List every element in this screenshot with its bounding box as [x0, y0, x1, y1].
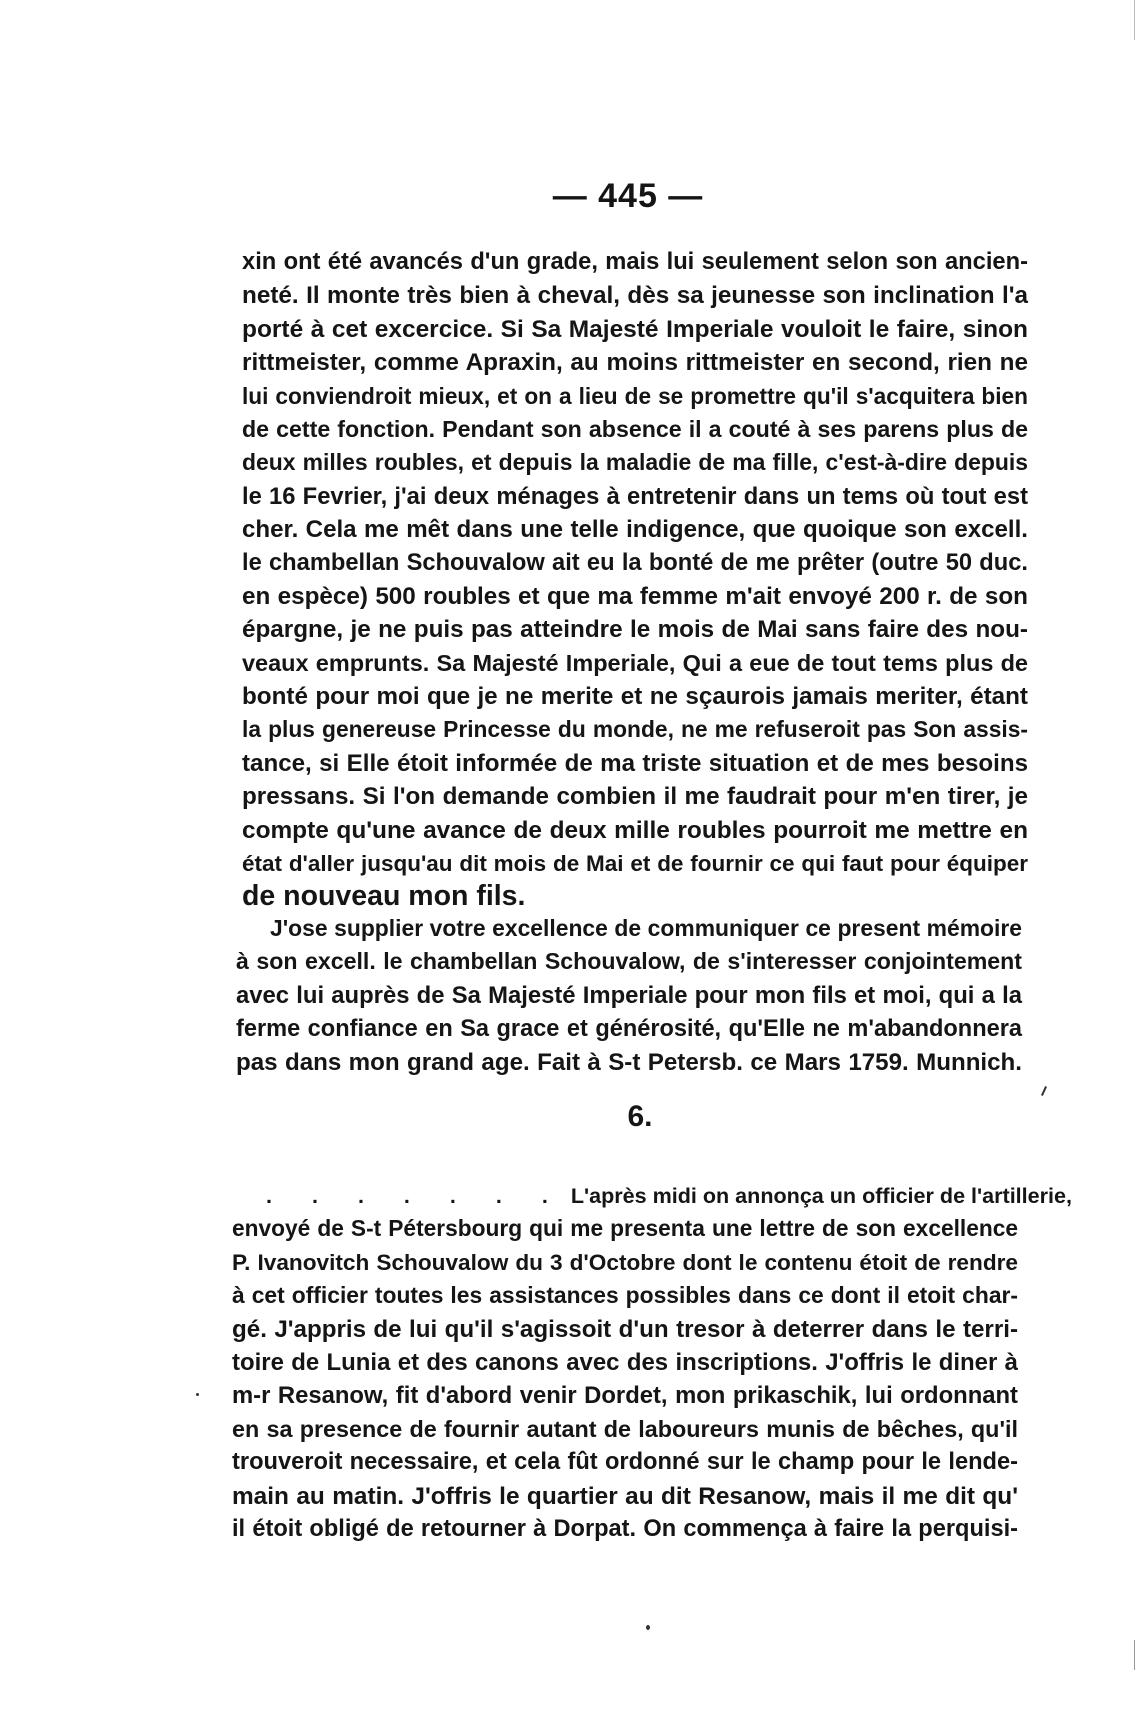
text-line: P. Ivanovitch Schouvalow du 3 d'Octobre dont le contenu étoit de rendre — [232, 1249, 1018, 1275]
text-line: tance, si Elle étoit informée de ma triste situation et de mes besoins — [242, 749, 1028, 777]
paragraph-supplication — [236, 912, 1022, 1079]
text-line: veaux emprunts. Sa Majesté Imperiale, Qui a eue de tout tems plus de — [242, 649, 1028, 676]
text-line: en espèce) 500 roubles et que ma femme m'ait envoyé 200 r. de son — [242, 582, 1028, 610]
text-line: J'ose supplier votre excellence de communiquer ce present mémoire — [270, 915, 1022, 941]
text-line: envoyé de S-t Pétersbourg qui me presenta une lettre de son excellence — [232, 1215, 1018, 1242]
text-line: épargne, je ne puis pas atteindre le mois de Mai sans faire des nou- — [242, 616, 1028, 644]
text-line: le 16 Fevrier, j'ai deux ménages à entretenir dans un tems où tout est — [242, 482, 1028, 510]
text-line: le chambellan Schouvalow ait eu la bonté de me prêter (outre 50 duc. — [242, 549, 1028, 576]
text-line: bonté pour moi que je ne merite et ne sçaurois jamais meriter, étant — [242, 683, 1028, 711]
text-line: deux milles roubles, et depuis la maladie de ma fille, c'est-à-dire depuis — [242, 449, 1028, 476]
text-line: trouveroit necessaire, et cela fût ordonné sur le champ pour le lende- — [232, 1449, 1018, 1476]
text-line: en sa presence de fournir autant de laboureurs munis de bêches, qu'il — [232, 1415, 1018, 1442]
text-line: de cette fonction. Pendant son absence il a couté à ses parens plus de — [242, 415, 1028, 442]
text-line: gé. J'appris de lui qu'il s'agissoit d'un tresor à deterrer dans le terri- — [232, 1315, 1018, 1343]
text-line: avec lui auprès de Sa Majesté Imperiale pour mon fils et moi, qui a la — [236, 981, 1022, 1009]
text-line: compte qu'une avance de deux mille roubles pourroit me mettre en — [242, 816, 1028, 844]
ink-speck — [1041, 1086, 1047, 1096]
text-line: il étoit obligé de retourner à Dorpat. On commença à faire la perquisi- — [232, 1515, 1018, 1542]
ink-speck — [196, 1393, 199, 1396]
ellipsis-dots: . . . . . . . — [266, 1183, 565, 1208]
text-line: ferme confiance en Sa grace et générosité, qu'Elle ne m'abandonnera — [236, 1015, 1022, 1042]
text-line: cher. Cela me mêt dans une telle indigence, que quoique son excell. — [242, 516, 1028, 544]
section-number: 6. — [627, 1100, 653, 1133]
text-line: de nouveau mon fils. — [242, 880, 526, 913]
scan-edge — [1134, 0, 1135, 40]
paragraph-section-6 — [232, 1179, 1072, 1546]
text-line: rittmeister, comme Apraxin, au moins rittmeister en second, rien ne — [242, 349, 1028, 377]
text-line: xin ont été avancés d'un grade, mais lui seulement selon son ancien- — [242, 249, 1028, 275]
paragraph-memoir-continuation — [242, 246, 1028, 914]
text-line: lui conviendroit mieux, et on a lieu de se promettre qu'il s'acquitera bien — [242, 382, 1028, 409]
text-line: main au matin. J'offris le quartier au dit Resanow, mais il me dit qu' — [232, 1482, 1018, 1510]
text-line: pressans. Si l'on demande combien il me faudrait pour m'en tirer, je — [242, 783, 1028, 811]
text-line: à son excell. le chambellan Schouvalow, de s'interesser conjointement — [236, 948, 1022, 975]
text-line: neté. Il monte très bien à cheval, dès sa jeunesse son inclination l'a — [242, 282, 1028, 310]
text-line: m-r Resanow, fit d'abord venir Dordet, mon prikaschik, lui ordonnant — [232, 1382, 1018, 1410]
ink-speck — [646, 1625, 650, 1630]
page-number: — 445 — — [552, 177, 704, 215]
text-line-first — [232, 1179, 1072, 1212]
text-line: porté à cet excercice. Si Sa Majesté Imperiale vouloit le faire, sinon — [242, 315, 1028, 343]
text-line: état d'aller jusqu'au dit mois de Mai et de fournir ce qui faut pour équiper — [242, 851, 1028, 877]
scan-edge — [1134, 1640, 1135, 1670]
text-line: pas dans mon grand age. Fait à S-t Petersb. ce Mars 1759. Munnich. — [236, 1048, 1022, 1076]
text-line: la plus genereuse Princesse du monde, ne me refuseroit pas Son assis- — [242, 716, 1028, 743]
text-line: toire de Lunia et des canons avec des inscriptions. J'offris le diner à — [232, 1348, 1018, 1376]
text-fragment: L'après midi on annonça un officier de l'artillerie, — [570, 1183, 1072, 1208]
text-line: à cet officier toutes les assistances possibles dans ce dont il etoit char- — [232, 1282, 1018, 1309]
